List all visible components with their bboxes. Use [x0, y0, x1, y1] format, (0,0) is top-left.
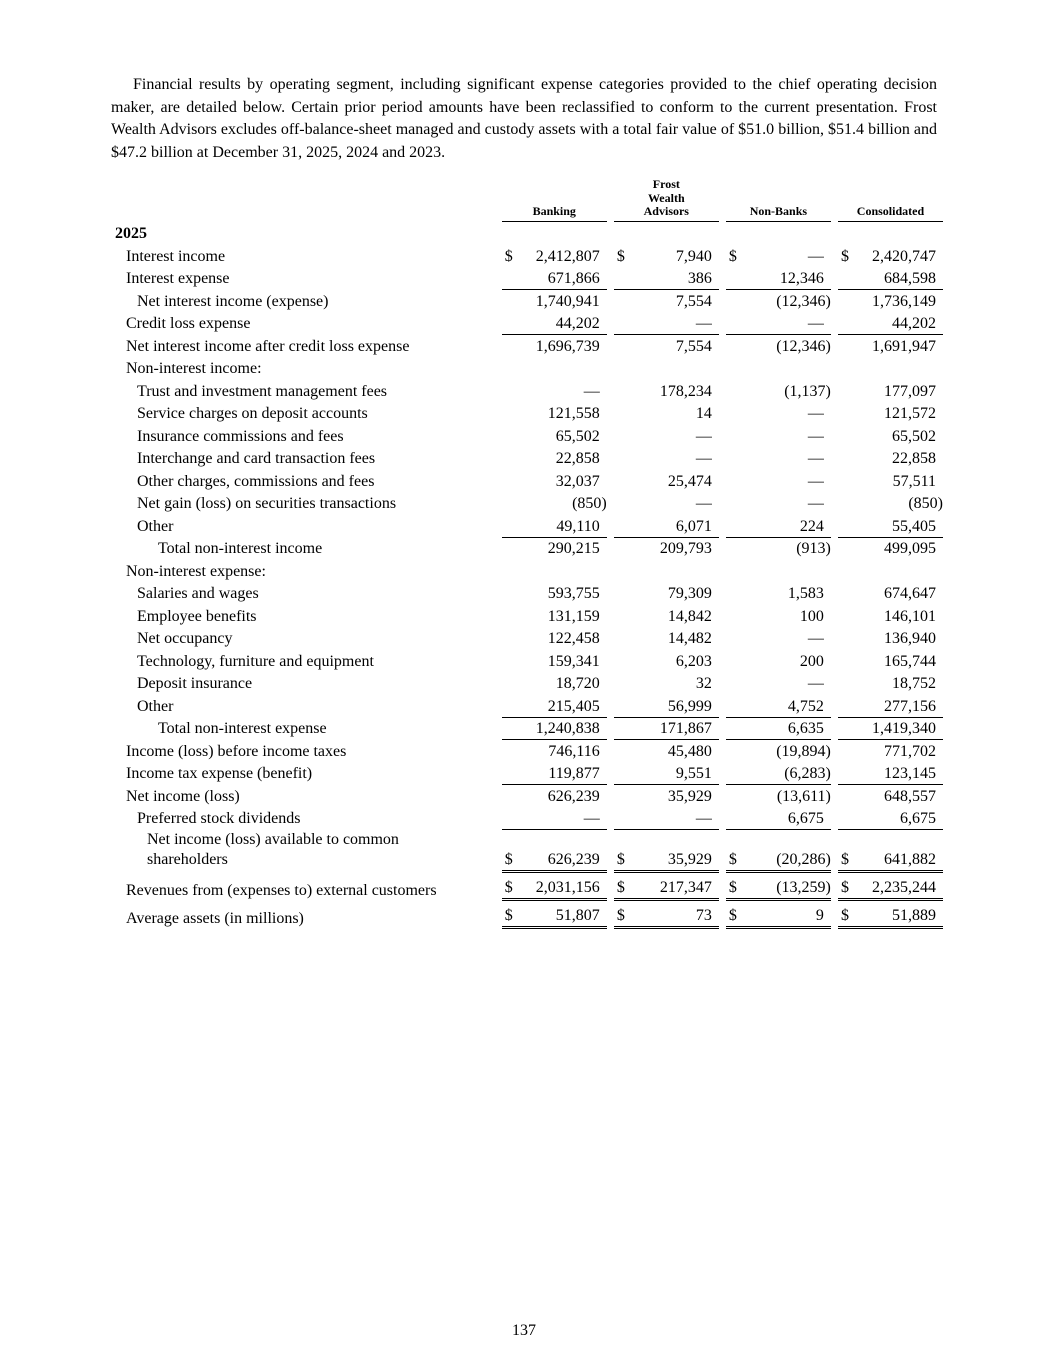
cell-consolidated: 136,940 — [884, 630, 936, 647]
table-row — [111, 829, 943, 873]
cell-nonbanks: — — [807, 405, 824, 422]
cell-wealth: 7,554 — [614, 289, 719, 312]
cell-nonbanks: (12,346) — [726, 334, 831, 357]
table-row — [111, 739, 943, 762]
cell-nonbanks: (12,346) — [726, 289, 831, 312]
cell-wealth: — — [695, 450, 712, 467]
row-label: Service charges on deposit accounts — [137, 405, 368, 422]
row-label: Trust and investment management fees — [137, 382, 388, 400]
cell-banking: 32,037 — [555, 472, 600, 490]
row-label: Net income (loss) — [126, 787, 240, 805]
row-label: Interchange and card transaction fees — [137, 450, 376, 467]
cell-wealth: 32 — [695, 675, 712, 692]
cell-banking: 65,502 — [555, 427, 600, 445]
cell-consolidated: 22,858 — [892, 450, 936, 467]
col-header-consolidated: Consolidated — [838, 178, 943, 222]
currency-symbol: $ — [616, 879, 625, 896]
col-header-banking: Banking — [502, 178, 607, 222]
row-label: Salaries and wages — [137, 585, 259, 602]
row-label: Other charges, commissions and fees — [137, 472, 375, 490]
table-row — [111, 379, 943, 402]
table-row — [111, 784, 943, 807]
cell-wealth: — — [695, 315, 712, 332]
table-row — [111, 514, 943, 537]
cell-nonbanks: (19,894) — [726, 739, 831, 762]
cell-consolidated: 51,889 — [892, 907, 936, 924]
cell-consolidated: 121,572 — [884, 405, 936, 422]
cell-nonbanks: 6,675 — [787, 810, 824, 827]
cell-wealth: 79,309 — [667, 585, 712, 602]
cell-wealth: 6,071 — [675, 517, 712, 535]
cell-wealth: 9,551 — [675, 765, 712, 782]
cell-banking: 1,240,838 — [502, 717, 607, 740]
cell-nonbanks: 9 — [815, 907, 824, 924]
row-label: Deposit insurance — [137, 675, 253, 692]
currency-symbol: $ — [728, 851, 737, 868]
row-label: Other — [137, 697, 174, 715]
row-label: Interest income — [126, 247, 226, 265]
row-label: Revenues from (expenses to) external customers — [126, 882, 437, 899]
table-row — [111, 334, 943, 357]
cell-banking: 22,858 — [555, 450, 600, 467]
cell-banking: 121,558 — [547, 405, 600, 422]
cell-banking: 626,239 — [547, 851, 600, 868]
cell-banking: 215,405 — [547, 697, 600, 715]
cell-wealth: — — [695, 427, 712, 445]
cell-consolidated: 1,736,149 — [838, 289, 943, 312]
col-header-frost-wealth-line1: Frost — [652, 177, 680, 191]
table-row — [111, 537, 943, 560]
table-row — [111, 873, 943, 901]
col-header-frost-wealth-line2: Wealth — [647, 190, 685, 205]
row-label: Net occupancy — [137, 630, 233, 647]
table-row — [111, 289, 943, 312]
col-header-non-banks: Non-Banks — [726, 178, 831, 222]
cell-wealth: — — [695, 495, 712, 512]
cell-nonbanks: 100 — [799, 607, 824, 625]
currency-symbol: $ — [504, 247, 513, 265]
cell-banking: — — [583, 810, 600, 827]
row-label: Income (loss) before income taxes — [126, 742, 347, 760]
table-row — [111, 267, 943, 290]
segment-results-table — [111, 178, 943, 929]
cell-banking: 1,740,941 — [502, 289, 607, 312]
row-label: Preferred stock dividends — [137, 810, 301, 827]
cell-banking: 2,412,807 — [535, 247, 600, 265]
row-label-line2: shareholders — [147, 851, 228, 868]
cell-banking: 44,202 — [555, 315, 600, 332]
table-row — [111, 582, 943, 605]
table-row — [111, 469, 943, 492]
col-header-frost-wealth-line3: Advisors — [643, 204, 689, 218]
cell-nonbanks: — — [807, 247, 824, 265]
cell-wealth: 14,842 — [667, 607, 712, 625]
row-label: Income tax expense (benefit) — [126, 765, 313, 782]
cell-banking: 671,866 — [547, 270, 600, 287]
table-row — [111, 604, 943, 627]
cell-consolidated: 177,097 — [884, 382, 936, 400]
cell-consolidated: 648,557 — [838, 784, 943, 807]
cell-banking: 593,755 — [547, 585, 600, 602]
cell-nonbanks: 224 — [799, 517, 824, 535]
cell-wealth: 7,554 — [614, 334, 719, 357]
cell-nonbanks: — — [807, 315, 824, 332]
currency-symbol: $ — [840, 851, 849, 868]
currency-symbol: $ — [728, 907, 737, 924]
cell-consolidated: (850) — [908, 495, 943, 512]
cell-consolidated: 2,420,747 — [872, 247, 936, 265]
cell-banking: 51,807 — [555, 907, 600, 924]
currency-symbol: $ — [616, 851, 625, 868]
currency-symbol: $ — [616, 247, 625, 265]
row-label: Net interest income (expense) — [137, 292, 329, 310]
cell-consolidated: 146,101 — [884, 607, 936, 625]
cell-nonbanks: — — [807, 675, 824, 692]
cell-wealth: 386 — [687, 270, 712, 287]
cell-banking: 122,458 — [547, 630, 600, 647]
table-header-row — [111, 178, 943, 222]
cell-nonbanks: — — [807, 450, 824, 467]
cell-consolidated: 65,502 — [892, 427, 936, 445]
table-row — [111, 649, 943, 672]
table-row — [111, 672, 943, 695]
table-row — [111, 424, 943, 447]
cell-consolidated: 1,419,340 — [838, 717, 943, 740]
cell-consolidated: 57,511 — [892, 472, 936, 490]
row-label: Total non-interest expense — [158, 720, 327, 737]
table-row — [111, 694, 943, 717]
currency-symbol: $ — [840, 879, 849, 896]
cell-consolidated: 499,095 — [838, 537, 943, 560]
page-number: 137 — [512, 1322, 536, 1339]
currency-symbol: $ — [504, 851, 513, 868]
cell-banking: 159,341 — [547, 652, 600, 670]
cell-nonbanks: 6,635 — [726, 717, 831, 740]
table-row — [111, 762, 943, 785]
row-label — [111, 829, 502, 873]
section-label: Non-interest income: — [126, 360, 262, 377]
cell-consolidated: 55,405 — [892, 517, 936, 535]
cell-nonbanks: 12,346 — [779, 270, 824, 287]
cell-banking: 290,215 — [502, 537, 607, 560]
currency-symbol: $ — [840, 247, 849, 265]
row-label: Technology, furniture and equipment — [137, 652, 374, 670]
cell-banking: (850) — [572, 495, 607, 512]
cell-wealth: 56,999 — [667, 697, 712, 715]
intro-paragraph: Financial results by operating segment, including significant expense categories provided to the chief operating decision maker, are detailed below. Certain prior period amounts have been reclassified to conform to the current presentation. Frost Wealth Advisors excludes off-balance-sheet managed and custody assets with a total fair value of $51.0 billion, $51.4 billion and $47.2 billion at December 31, 2025, 2024 and 2023. — [111, 76, 937, 161]
cell-banking: 626,239 — [502, 784, 607, 807]
table-row — [111, 492, 943, 515]
cell-wealth: 45,480 — [614, 739, 719, 762]
cell-banking: 746,116 — [502, 739, 607, 762]
currency-symbol: $ — [728, 247, 737, 265]
section-label: Non-interest expense: — [126, 562, 266, 580]
cell-consolidated: 684,598 — [884, 270, 936, 287]
row-label: Average assets (in millions) — [126, 910, 304, 927]
cell-banking: 49,110 — [556, 517, 600, 535]
cell-wealth: — — [695, 810, 712, 827]
cell-nonbanks: — — [807, 630, 824, 647]
currency-symbol: $ — [616, 907, 625, 924]
cell-nonbanks: 200 — [799, 652, 824, 670]
row-label: Other — [137, 517, 174, 535]
row-label: Interest expense — [126, 270, 230, 287]
cell-wealth: 73 — [695, 907, 712, 924]
cell-nonbanks: (13,259) — [776, 879, 831, 896]
cell-consolidated: 18,752 — [892, 675, 936, 692]
cell-wealth: 25,474 — [667, 472, 712, 490]
table-row — [111, 717, 943, 740]
section-row — [111, 357, 943, 380]
cell-consolidated: 674,647 — [884, 585, 936, 602]
cell-consolidated: 2,235,244 — [872, 879, 936, 896]
currency-symbol: $ — [728, 879, 737, 896]
row-label: Net gain (loss) on securities transactions — [137, 495, 397, 512]
table-row — [111, 447, 943, 470]
table-row — [111, 312, 943, 335]
cell-wealth: 35,929 — [667, 851, 712, 868]
cell-consolidated: 44,202 — [892, 315, 936, 332]
cell-wealth: 35,929 — [614, 784, 719, 807]
row-label: Insurance commissions and fees — [137, 427, 344, 445]
cell-wealth: 14 — [695, 405, 712, 422]
col-header-frost-wealth-advisors — [614, 178, 719, 222]
currency-symbol: $ — [504, 907, 513, 924]
cell-consolidated: 641,882 — [884, 851, 936, 868]
cell-wealth: 171,867 — [614, 717, 719, 740]
cell-banking: — — [583, 382, 600, 400]
cell-consolidated: 123,145 — [884, 765, 936, 782]
cell-banking: 131,159 — [547, 607, 600, 625]
row-label-line1: Net income (loss) available to common — [147, 831, 399, 848]
currency-symbol: $ — [504, 879, 513, 896]
cell-nonbanks: (913) — [726, 537, 831, 560]
cell-nonbanks: (20,286) — [776, 851, 831, 868]
table-row — [111, 244, 943, 267]
cell-consolidated: 6,675 — [900, 810, 936, 827]
cell-banking: 2,031,156 — [535, 879, 600, 896]
cell-consolidated: 165,744 — [884, 652, 936, 670]
cell-consolidated: 1,691,947 — [838, 334, 943, 357]
cell-nonbanks: (1,137) — [784, 382, 831, 400]
cell-wealth: 7,940 — [675, 247, 712, 265]
cell-nonbanks: — — [807, 495, 824, 512]
table-row — [111, 901, 943, 929]
cell-nonbanks: — — [807, 472, 824, 490]
row-label: Net interest income after credit loss expense — [126, 337, 410, 355]
cell-wealth: 178,234 — [659, 382, 712, 400]
cell-banking: 18,720 — [555, 675, 600, 692]
cell-consolidated: 277,156 — [884, 697, 936, 715]
cell-wealth: 6,203 — [675, 652, 712, 670]
cell-banking: 1,696,739 — [502, 334, 607, 357]
row-label: Employee benefits — [137, 607, 257, 625]
cell-nonbanks: (6,283) — [784, 765, 831, 782]
cell-consolidated: 771,702 — [838, 739, 943, 762]
table-row — [111, 807, 943, 830]
table-row — [111, 627, 943, 650]
currency-symbol: $ — [840, 907, 849, 924]
cell-nonbanks: — — [807, 427, 824, 445]
cell-nonbanks: 4,752 — [787, 697, 824, 715]
cell-banking: 119,877 — [548, 765, 600, 782]
row-label: Credit loss expense — [126, 315, 251, 332]
cell-wealth: 14,482 — [667, 630, 712, 647]
section-row — [111, 559, 943, 582]
year-row — [111, 222, 943, 245]
cell-wealth: 217,347 — [659, 879, 712, 896]
year-label: 2025 — [115, 225, 147, 242]
table-row — [111, 402, 943, 425]
cell-nonbanks: (13,611) — [726, 784, 831, 807]
cell-wealth: 209,793 — [614, 537, 719, 560]
row-label: Total non-interest income — [158, 540, 323, 557]
cell-nonbanks: 1,583 — [787, 585, 824, 602]
